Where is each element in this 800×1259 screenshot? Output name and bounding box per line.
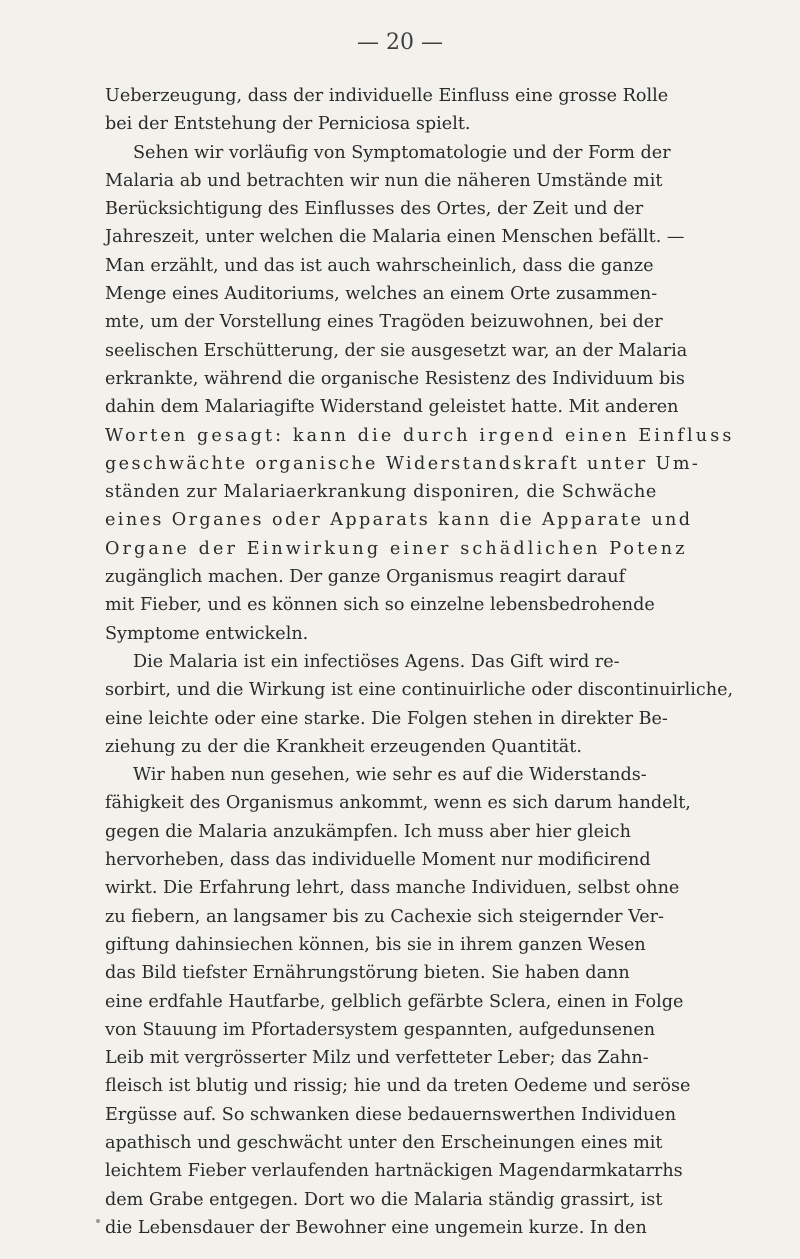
text-line: wirkt. Die Erfahrung lehrt, dass manche Individuen, selbst ohne: [105, 878, 680, 899]
text-line: die Lebensdauer der Bewohner eine ungemein kurze. In den: [105, 1217, 647, 1238]
text-line: Menge eines Auditoriums, welches an einem Orte zusammen-: [105, 284, 658, 305]
text-line: seelischen Erschütterung, der sie ausgesetzt war, an der Malaria: [105, 340, 688, 361]
text-line: Wir haben nun gesehen, wie sehr es auf die Widerstands-: [133, 765, 647, 786]
text-line: Sehen wir vorläufig von Symptomatologie und der Form der: [133, 142, 671, 163]
text-line: eines Organes oder Apparats kann die Apparate und: [105, 510, 693, 531]
text-line: fähigkeit des Organismus ankommt, wenn es sich darum handelt,: [105, 793, 691, 814]
text-line: apathisch und geschwächt unter den Erscheinungen eines mit: [105, 1132, 663, 1153]
paragraph-3: [105, 648, 770, 761]
text-line: leichtem Fieber verlaufenden hartnäckigen Magendarmkatarrhs: [105, 1161, 683, 1182]
paragraph-1: [105, 82, 770, 139]
text-line: Ergüsse auf. So schwanken diese bedauernswerthen Individuen: [105, 1104, 677, 1125]
text-line: Symptome entwickeln.: [105, 623, 309, 644]
text-line: zu fiebern, an langsamer bis zu Cachexie sich steigernder Ver-: [105, 906, 665, 927]
text-line: erkrankte, während die organische Resistenz des Individuum bis: [105, 368, 685, 389]
text-line: ziehung zu der die Krankheit erzeugenden Quantität.: [105, 736, 582, 757]
body-text: [105, 82, 770, 1242]
paragraph-2: [105, 139, 770, 648]
text-line: Leib mit vergrösserter Milz und verfetteter Leber; das Zahn-: [105, 1048, 649, 1069]
text-line: geschwächte organische Widerstandskraft unter Um-: [105, 453, 701, 474]
text-line: Jahreszeit, unter welchen die Malaria einen Menschen befällt. —: [105, 227, 685, 248]
text-line: mte, um der Vorstellung eines Tragöden beizuwohnen, bei der: [105, 312, 663, 333]
text-line: Die Malaria ist ein infectiöses Agens. Das Gift wird re-: [133, 651, 620, 672]
text-line: giftung dahinsiechen können, bis sie in ihrem ganzen Wesen: [105, 934, 646, 955]
text-line: hervorheben, dass das individuelle Moment nur modificirend: [105, 850, 651, 871]
text-line: sorbirt, und die Wirkung ist eine continuirliche oder discontinuirliche,: [105, 680, 734, 701]
text-line: fleisch ist blutig und rissig; hie und da treten Oedeme und seröse: [105, 1076, 691, 1097]
text-line: eine erdfahle Hautfarbe, gelblich gefärbte Sclera, einen in Folge: [105, 991, 684, 1012]
text-line: ständen zur Malariaerkrankung disponiren, die Schwäche: [105, 482, 657, 503]
page-number: — 20 —: [357, 30, 443, 55]
text-line: Worten gesagt: kann die durch irgend einen Einfluss: [105, 425, 735, 446]
text-line: Man erzählt, und das ist auch wahrscheinlich, dass die ganze: [105, 255, 654, 276]
text-line: zugänglich machen. Der ganze Organismus reagirt darauf: [105, 567, 626, 588]
text-line: Malaria ab und betrachten wir nun die näheren Umstände mit: [105, 170, 663, 191]
text-line: mit Fieber, und es können sich so einzelne lebensbedrohende: [105, 595, 655, 616]
paragraph-4: [105, 761, 770, 1242]
text-line: dahin dem Malariagifte Widerstand geleistet hatte. Mit anderen: [105, 397, 679, 418]
text-line: von Stauung im Pfortadersystem gespannten, aufgedunsenen: [105, 1019, 656, 1040]
print-speck: [96, 1219, 100, 1223]
text-line: dem Grabe entgegen. Dort wo die Malaria ständig grassirt, ist: [105, 1189, 663, 1210]
text-line: Berücksichtigung des Einflusses des Ortes, der Zeit und der: [105, 199, 644, 220]
text-line: gegen die Malaria anzukämpfen. Ich muss aber hier gleich: [105, 821, 631, 842]
text-line: Organe der Einwirkung einer schädlichen Potenz: [105, 538, 688, 559]
text-line: bei der Entstehung der Perniciosa spielt.: [105, 114, 471, 135]
text-line: Ueberzeugung, dass der individuelle Einfluss eine grosse Rolle: [105, 86, 669, 106]
text-line: eine leichte oder eine starke. Die Folgen stehen in direkter Be-: [105, 708, 668, 729]
text-line: das Bild tiefster Ernährungstörung bieten. Sie haben dann: [105, 963, 630, 984]
